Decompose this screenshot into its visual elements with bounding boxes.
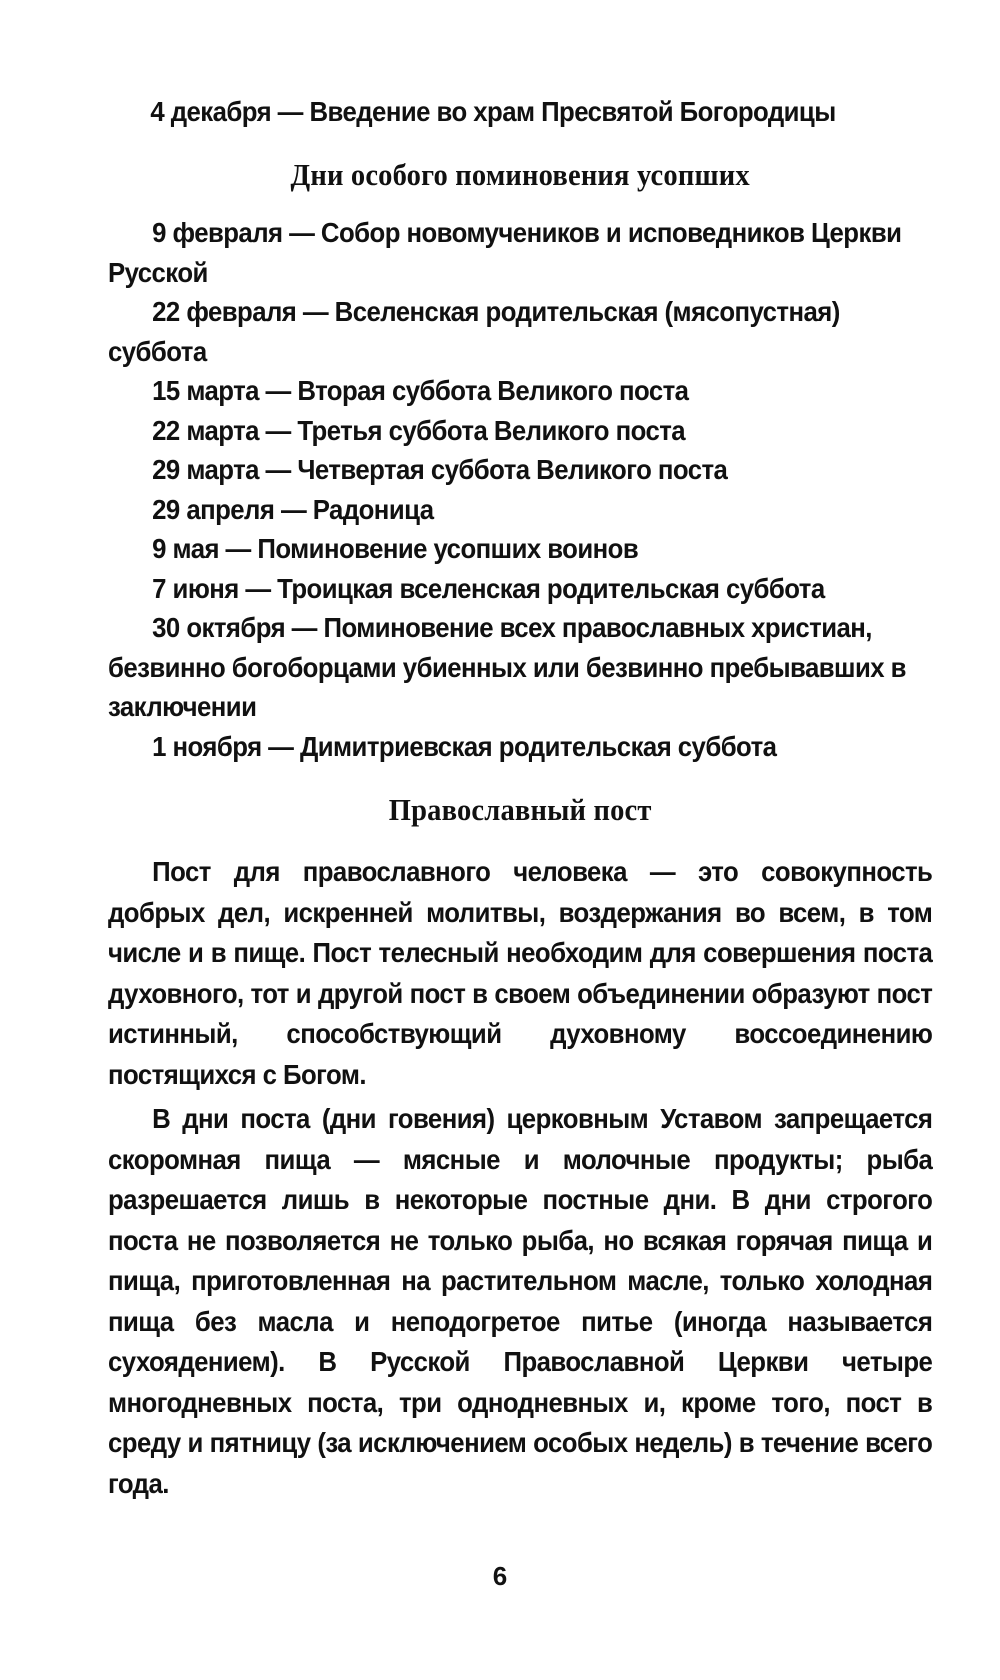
section-heading-remembrance: Дни особого поминовения усопших [290, 157, 750, 192]
body-paragraph: В дни поста (дни говения) церковным Уставом запрещается скоромная пища — мясные и молочные продукты; рыба разрешается лишь в некоторые постные дни. В дни строгого поста не позволяется не только рыба, но всякая горячая пища и пища, приготовленная на растительном масле, только холодная пища без масла и неподогретое питье (иногда называется сухоядением). В Русской Православной Церкви четыре многодневных поста, три однодневных и, кроме того, пост в среду и пятницу (за исключением особых недель) в течение всего года. [108, 1103, 933, 1499]
remembrance-entry: 9 февраля — Собор новомучеников и исповедников Церкви Русской [108, 217, 902, 288]
body-paragraph: Пост для православного человека — это совокупность добрых дел, искренней молитвы, воздержания во всем, в том числе и в пище. Пост телесный необходим для совершения поста духовного, тот и другой пост в своем объединении образуют пост истинный, способствующий духовному воссоединению постящихся с Богом. [108, 856, 933, 1090]
page-number: 6 [492, 1561, 508, 1591]
remembrance-entry: 7 июня — Троицкая вселенская родительская суббота [152, 572, 825, 604]
remembrance-list [108, 213, 932, 766]
remembrance-entry: 15 марта — Вторая суббота Великого поста [152, 375, 689, 406]
remembrance-entry: 29 марта — Четвертая суббота Великого поста [152, 454, 728, 485]
section-heading-fasting: Православный пост [388, 792, 652, 827]
remembrance-entry: 22 февраля — Вселенская родительская (мясопустная) суббота [108, 296, 840, 367]
remembrance-entry: 9 мая — Поминовение усопших воинов [152, 533, 639, 564]
remembrance-entry: 22 марта — Третья суббота Великого поста [152, 414, 686, 446]
remembrance-entry: 30 октября — Поминовение всех православных христиан, безвинно богоборцами убиенных или безвинно пребывавших в заключении [108, 612, 906, 722]
page-content [108, 92, 932, 1508]
remembrance-entry: 29 апреля — Радоница [152, 493, 434, 525]
feast-line: 4 декабря — Введение во храм Пресвятой Богородицы [150, 96, 836, 127]
remembrance-entry: 1 ноября — Димитриевская родительская суббота [152, 730, 777, 762]
